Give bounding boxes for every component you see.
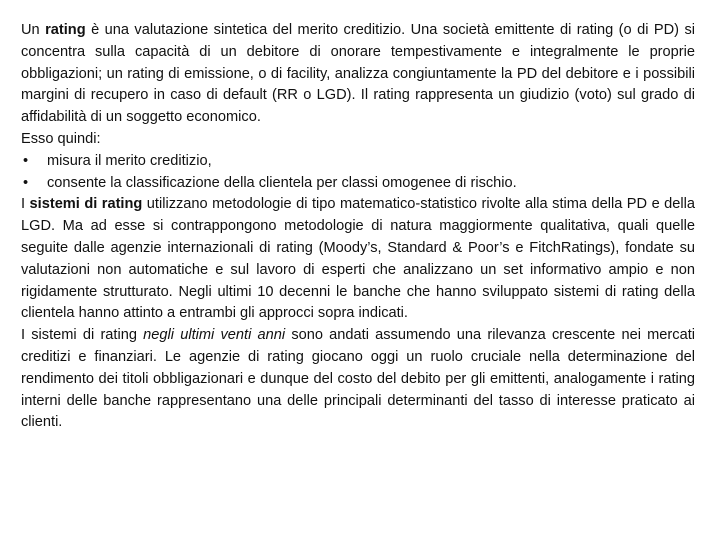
- text: utilizzano metodologie di tipo matematico-statistico rivolte alla stima della PD e della LGD. Ma ad esse si contrappongono metodologie di natura maggiormente qualitativa, quali quelle seguite dalle agenzie internazionali di rating (Moody’s, Standard & Poor’s e FitchRatings), fondate su valutazioni non automatiche e sul lavoro di esperti che analizzano un set informativo ampio e non rigidamente strutturato. Negli ultimi 10 decenni le banche che hanno sviluppato sistemi di rating della clientela hanno attinto a entrambi gli approcci sopra indicati.: [21, 196, 696, 322]
- document-body: [21, 20, 695, 434]
- list-item-text: misura il merito creditizio,: [47, 152, 212, 169]
- text: è una valutazione sintetica del merito creditizio. Una società emittente di rating (o di PD) si concentra sulla capacità di un debitore di onorare tempestivamente e integralmente le proprie obbligazioni; un rating di emissione, o di facility, analizza congiuntamente la PD del debitore e i possibili margini di recupero in caso di default (RR o LGD). Il rating rappresenta un giudizio (voto) sul grado di affidabilità di un soggetto economico.: [21, 22, 695, 126]
- list-item-text: consente la classificazione della clientela per classi omogenee di rischio.: [47, 174, 517, 191]
- list-item: [21, 151, 695, 173]
- paragraph-rating-definition: [21, 20, 695, 129]
- text: I sistemi di rating: [21, 327, 144, 344]
- term-rating: rating: [45, 22, 86, 38]
- bullet-list: [21, 151, 695, 195]
- text: I: [21, 196, 30, 213]
- bullet-marker: •: [23, 174, 29, 191]
- term-sistemi-di-rating: sistemi di rating: [29, 196, 143, 213]
- paragraph-rilevanza: [21, 325, 695, 434]
- bullet-marker: •: [23, 152, 29, 169]
- emphasis-venti-anni: negli ultimi venti anni: [143, 327, 286, 344]
- paragraph-esso-quindi: Esso quindi:: [21, 130, 101, 147]
- text: Un: [21, 22, 46, 38]
- list-item: [21, 173, 695, 195]
- text: sono andati assumendo una rilevanza crescente nei mercati creditizi e finanziari. Le agenzie di rating giocano oggi un ruolo cruciale nella determinazione del rendimento dei titoli obbligazionari e dunque del costo del debito per gli emittenti, analogamente i rating interni delle banche rappresentano una delle principali determinanti del tasso di interesse praticato ai clienti.: [21, 327, 695, 431]
- paragraph-sistemi-di-rating: [21, 194, 695, 325]
